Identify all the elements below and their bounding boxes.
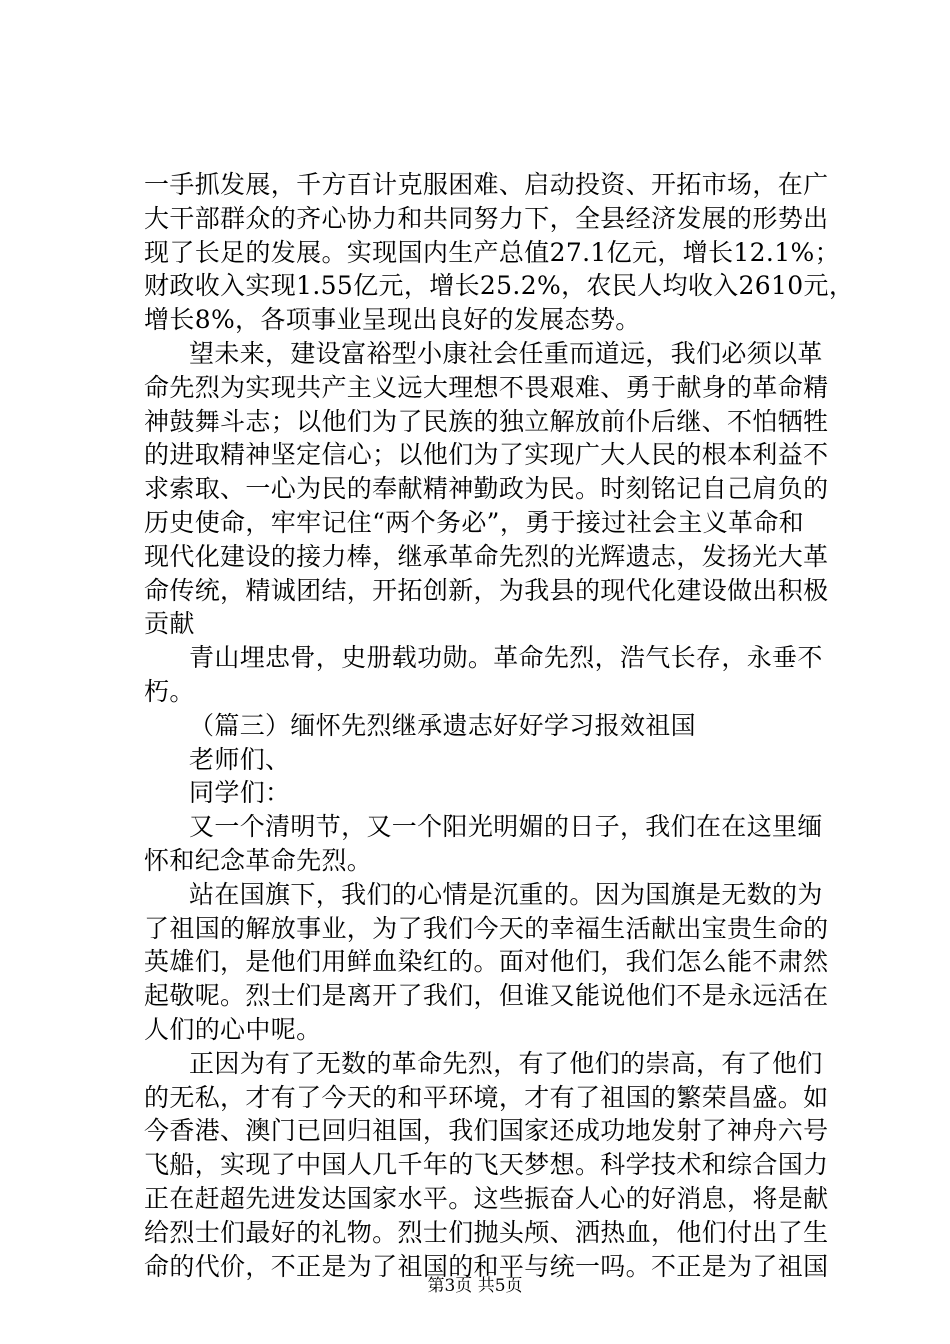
paragraph-start-line: 正因为有了无数的革命先烈，有了他们的崇高，有了他们 — [189, 1048, 823, 1078]
paragraph-start-line: 青山埋忠骨，史册载功勋。革命先烈，浩气长存，永垂不 — [189, 643, 823, 673]
text-line: 财政收入实现1.55亿元，增长25.2%，农民人均收入2610元， — [144, 271, 855, 301]
text-line: 人们的心中呢。 — [144, 1014, 322, 1044]
text-line: 命先烈为实现共产主义远大理想不畏艰难、勇于献身的革命精 — [144, 372, 829, 402]
text-line: 正在赶超先进发达国家水平。这些振奋人心的好消息，将是献 — [144, 1183, 829, 1213]
text-line: 英雄们，是他们用鲜血染红的。面对他们，我们怎么能不肃然 — [144, 947, 829, 977]
text-line: 怀和纪念革命先烈。 — [144, 845, 373, 875]
text-line: 贡献 — [144, 609, 195, 639]
text-line: 今香港、澳门已回归祖国，我们国家还成功地发射了神舟六号 — [144, 1116, 829, 1146]
text-line: 的进取精神坚定信心；以他们为了实现广大人民的根本利益不 — [144, 440, 829, 470]
text-line: 给烈士们最好的礼物。烈士们抛头颅、洒热血，他们付出了生 — [144, 1217, 829, 1247]
text-line: 起敬呢。烈士们是离开了我们，但谁又能说他们不是永远活在 — [144, 981, 829, 1011]
text-line: 大干部群众的齐心协力和共同努力下，全县经济发展的形势出 — [144, 203, 829, 233]
text-line: 一手抓发展，千方百计克服困难、启动投资、开拓市场，在广 — [144, 170, 829, 199]
paragraph-start-line: 望未来，建设富裕型小康社会任重而道远，我们必须以革 — [189, 338, 823, 368]
body-text — [144, 168, 855, 1283]
text-line: 增长8%，各项事业呈现出良好的发展态势。 — [144, 305, 641, 335]
text-line: 现代化建设的接力棒，继承革命先烈的光辉遗志，发扬光大革 — [144, 541, 829, 571]
salutation-line: 老师们、 — [189, 744, 291, 774]
text-line: 的无私，才有了今天的和平环境，才有了祖国的繁荣昌盛。如 — [144, 1082, 829, 1112]
text-line: 历史使命，牢牢记住“两个务必”，勇于接过社会主义革命和 — [144, 507, 805, 537]
text-line: 命传统，精诚团结，开拓创新，为我县的现代化建设做出积极 — [144, 575, 829, 605]
paragraph-start-line: 站在国旗下，我们的心情是沉重的。因为国旗是无数的为 — [189, 879, 823, 909]
text-line: 朽。 — [144, 676, 195, 706]
page-number-footer: 第3页 共5页 — [427, 1276, 523, 1296]
salutation-line: 同学们： — [189, 778, 291, 808]
text-line: 了祖国的解放事业，为了我们今天的幸福生活献出宝贵生命的 — [144, 913, 829, 943]
text-line: 求索取、一心为民的奉献精神勤政为民。时刻铭记自己肩负的 — [144, 474, 829, 504]
text-line: 神鼓舞斗志；以他们为了民族的独立解放前仆后继、不怕牺牲 — [144, 406, 829, 436]
text-line: 飞船，实现了中国人几千年的飞天梦想。科学技术和综合国力 — [144, 1150, 829, 1180]
paragraph-start-line: 又一个清明节，又一个阳光明媚的日子，我们在在这里缅 — [189, 812, 823, 842]
section-heading: （篇三）缅怀先烈继承遗志好好学习报效祖国 — [189, 710, 697, 740]
text-line: 现了长足的发展。实现国内生产总值27.1亿元，增长12.1%； — [144, 237, 840, 267]
text-line: 命的代价，不正是为了祖国的和平与统一吗。不正是为了祖国 — [144, 1251, 829, 1281]
